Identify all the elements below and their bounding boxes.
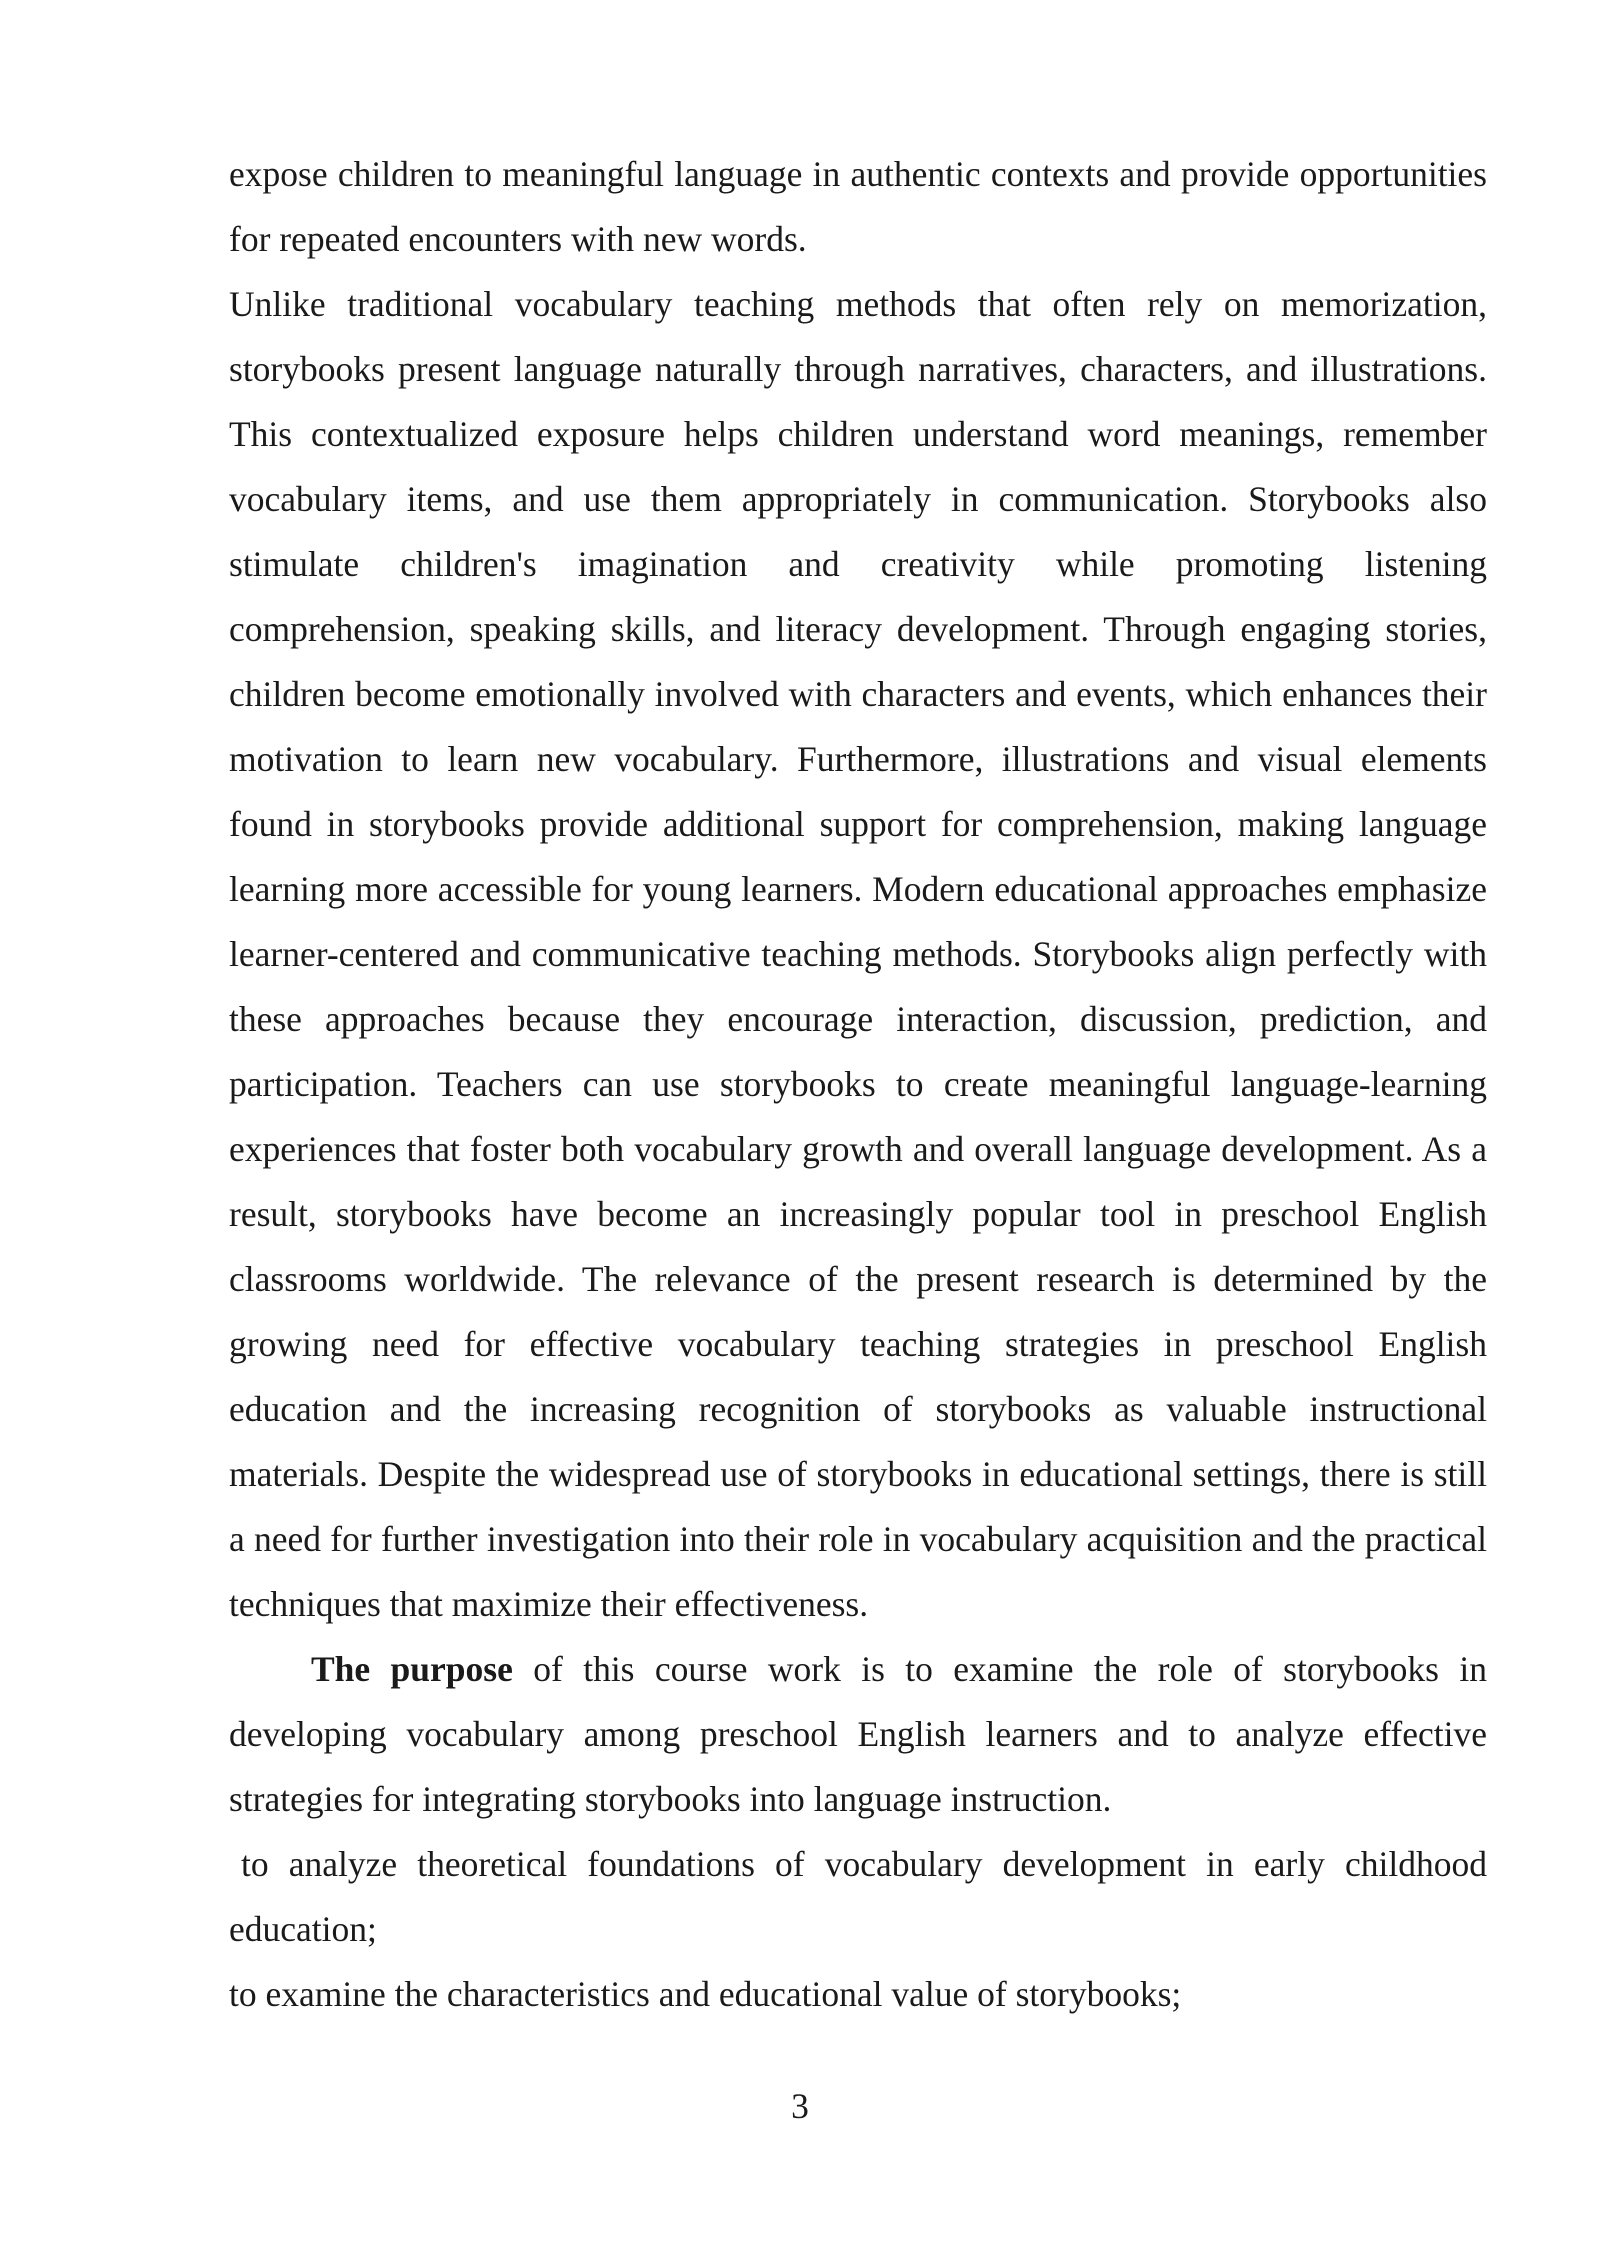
paragraph-purpose [229, 1637, 1487, 1832]
purpose-bold-lead: The purpose [311, 1649, 513, 1689]
paragraph-relevance: Unlike traditional vocabulary teaching methods that often rely on memorization, storybooks present language naturally through narratives, characters, and illustrations. This contextualized exposure helps children understand word meanings, remember vocabulary items, and use them appropriately in communication. Storybooks also stimulate children's imagination and creativity while promoting listening comprehension, speaking skills, and literacy development. Through engaging stories, children become emotionally involved with characters and events, which enhances their motivation to learn new vocabulary. Furthermore, illustrations and visual elements found in storybooks provide additional support for comprehension, making language learning more accessible for young learners. Modern educational approaches emphasize learner-centered and communicative teaching methods. Storybooks align perfectly with these approaches because they encourage interaction, discussion, prediction, and participation. Teachers can use storybooks to create meaningful language-learning experiences that foster both vocabulary growth and overall language development. As a result, storybooks have become an increasingly popular tool in preschool English classrooms worldwide. The relevance of the present research is determined by the growing need for effective vocabulary teaching strategies in preschool English education and the increasing recognition of storybooks as valuable instructional materials. Despite the widespread use of storybooks in educational settings, there is still a need for further investigation into their role in vocabulary acquisition and the practical techniques that maximize their effectiveness. [229, 284, 1487, 1624]
page-number: 3 [791, 2086, 809, 2126]
body-text [229, 142, 1487, 2027]
task-item-1: to analyze theoretical foundations of vocabulary development in early childhood education; [229, 1844, 1487, 1949]
paragraph-continuation: expose children to meaningful language in authentic contexts and provide opportunities for repeated encounters with new words. [229, 154, 1487, 259]
purpose-text: of this course work is to examine the role of storybooks in developing vocabulary among preschool English learners and to analyze effective strategies for integrating storybooks into language instruction. [229, 1649, 1487, 1819]
task-item-2: to examine the characteristics and educational value of storybooks; [229, 1974, 1182, 2014]
